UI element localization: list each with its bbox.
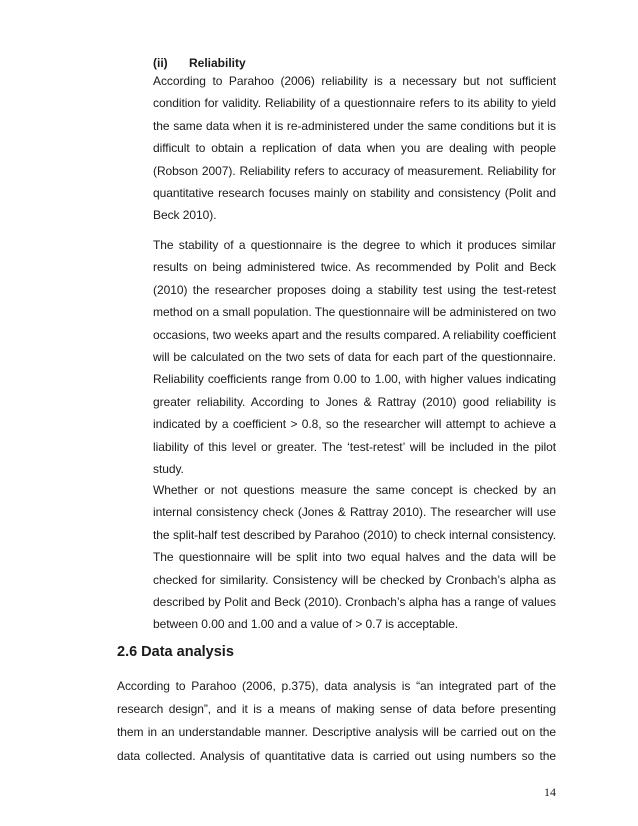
reliability-paragraph-1: According to Parahoo (2006) reliability is a necessary but not sufficient condition for validity. Reliability of a questionnaire refers to its ability to yield the same data when it is re-administered under the same conditions but it is difficult to obtain a replication of data when you are dealing with people (Robson 2007). Reliability refers to accuracy of measurement. Reliability for quantitative research focuses mainly on stability and consistency (Polit and Beck 2010).	[153, 74, 556, 223]
reliability-paragraph-3: Whether or not questions measure the same concept is checked by an internal consistency check (Jones & Rattray 2010). The researcher will use the split-half test described by Parahoo (2010) to check internal consistency. The questionnaire will be split into two equal halves and the data will be checked for similarity. Consistency will be checked by Cronbach’s alpha as described by Polit and Beck (2010). Cronbach’s alpha has a range of values between 0.00 and 1.00 and a value of > 0.7 is acceptable.	[153, 483, 556, 632]
data-analysis-heading: 2.6 Data analysis	[117, 644, 234, 660]
reliability-heading-title: Reliability	[189, 56, 246, 70]
reliability-heading	[153, 56, 246, 70]
data-analysis-paragraph: According to Parahoo (2006, p.375), data analysis is “an integrated part of the research design”, and it is a means of making sense of data before presenting them in an understandable manner. Descriptive analysis will be carried out on the data collected. Analysis of quantitative data is carried out using numbers so the	[117, 679, 556, 763]
page-number: 14	[544, 785, 556, 799]
reliability-paragraph-2: The stability of a questionnaire is the degree to which it produces similar results on being administered twice. As recommended by Polit and Beck (2010) the researcher proposes doing a stability test using the test-retest method on a small population. The questionnaire will be administered on two occasions, two weeks apart and the results compared. A reliability coefficient will be calculated on the two sets of data for each part of the questionnaire. Reliability coefficients range from 0.00 to 1.00, with higher values indicating greater reliability. According to Jones & Rattray (2010) good reliability is indicated by a coefficient > 0.8, so the researcher will attempt to achieve a liability of this level or greater. The ‘test-retest’ will be included in the pilot study.	[153, 238, 556, 477]
reliability-heading-number: (ii)	[153, 56, 168, 70]
